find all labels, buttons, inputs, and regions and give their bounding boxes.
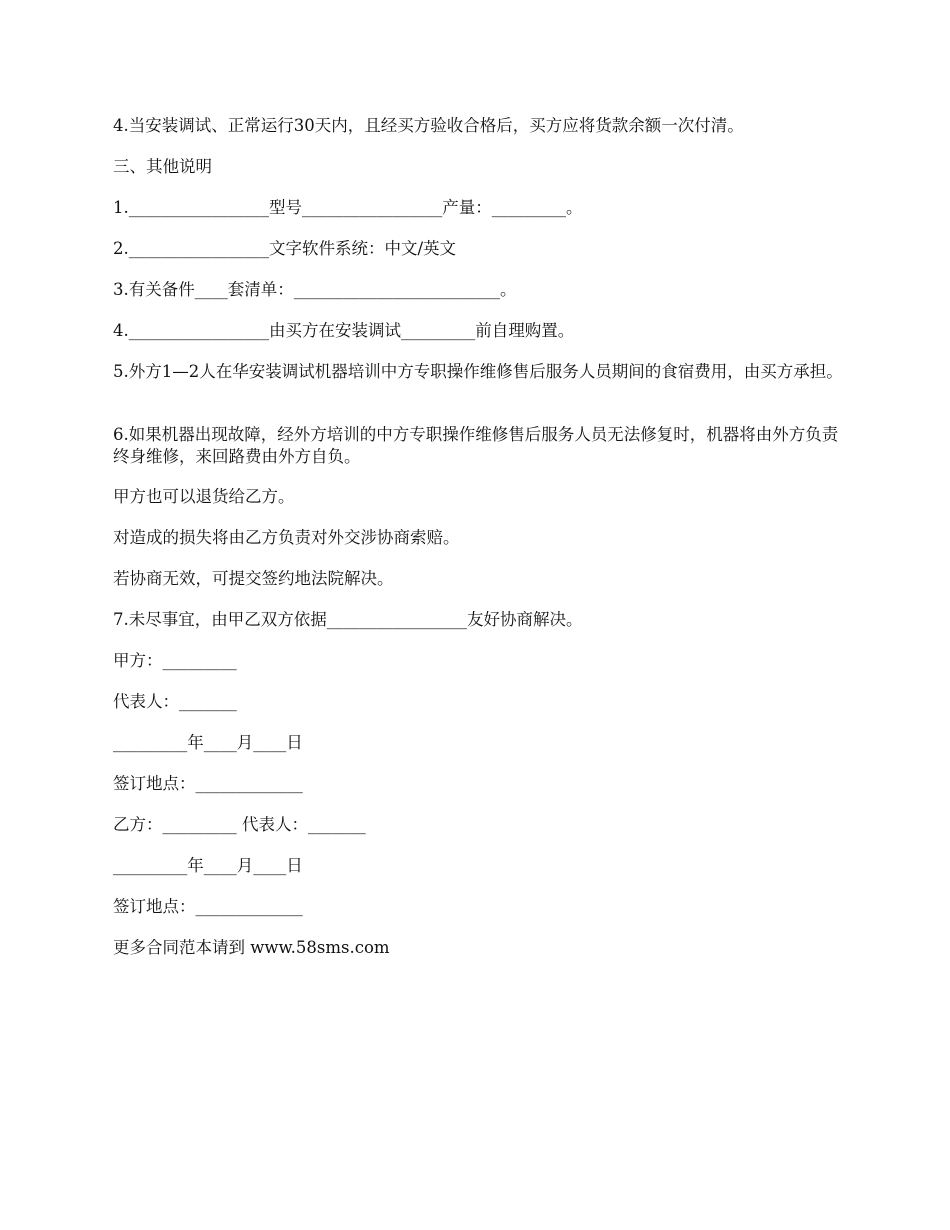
party-a-line: 甲方：_________ [113,651,237,670]
party-a-representative: 代表人：_______ [113,692,237,711]
court-text: 若协商无效，可提交签约地法院解决。 [113,569,394,588]
clause-2-software: 2._________________文字软件系统：中文/英文 [113,239,457,258]
footer-more-templates: 更多合同范本请到 www.58sms.com [113,938,390,957]
clause-4-payment: 4.当安装调试、正常运行30天内，且经买方验收合格后，买方应将货款余额一次付清。 [113,116,744,135]
clause-4-purchase: 4._________________由买方在安装调试_________前自理购置。 [113,321,575,340]
return-goods-text: 甲方也可以退货给乙方。 [113,487,295,506]
clause-1-model: 1._________________型号_________________产量：_________。 [113,198,583,217]
party-b-signing-place: 签订地点：_____________ [113,897,303,916]
clause-3-spare-parts: 3.有关备件____套清单：_________________________。 [113,280,517,299]
party-b-line: 乙方：_________ 代表人：_______ [113,815,366,834]
section-heading-other: 三、其他说明 [113,157,212,176]
clause-7-negotiation: 7.未尽事宜，由甲乙双方依据_________________友好协商解决。 [113,610,583,629]
clause-5-accommodation: 5.外方1—2人在华安装调试机器培训中方专职操作维修售后服务人员期间的食宿费用，由买方承担。 [113,362,843,381]
clause-6-repair: 6.如果机器出现故障，经外方培训的中方专职操作维修售后服务人员无法修复时，机器将由外方负责终身维修，来回路费由外方自负。 [113,425,839,466]
claim-text: 对造成的损失将由乙方负责对外交涉协商索赔。 [113,528,460,547]
party-a-date: _________年____月____日 [113,733,303,752]
party-a-signing-place: 签订地点：_____________ [113,774,303,793]
party-b-date: _________年____月____日 [113,856,303,875]
